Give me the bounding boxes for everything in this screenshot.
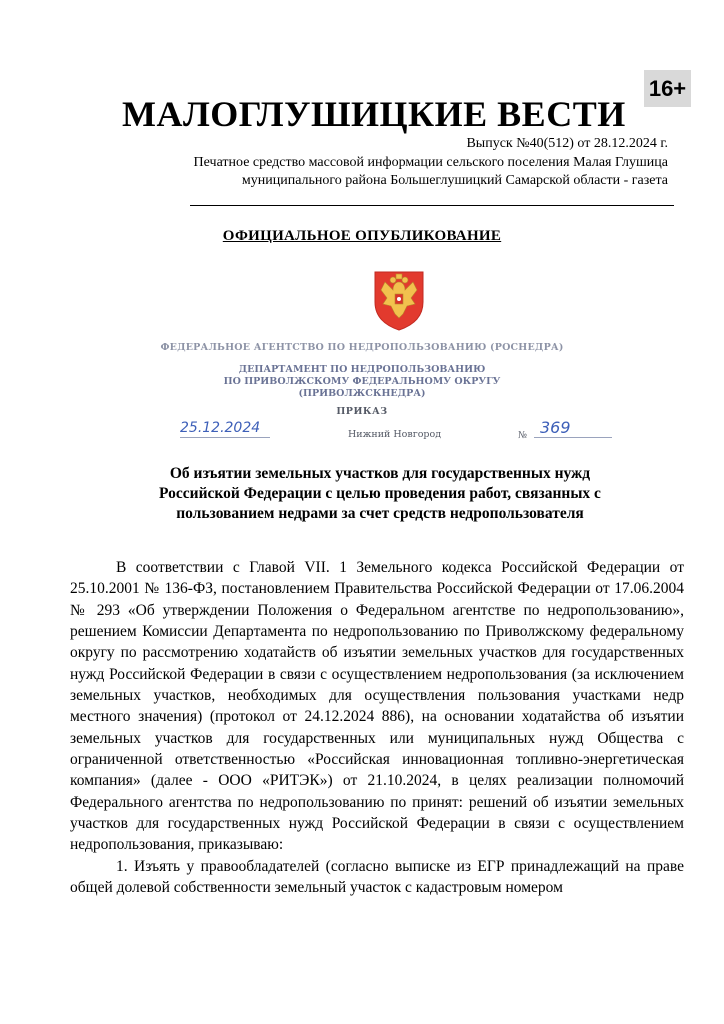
order-date: 25.12.2024 [180,420,270,438]
newspaper-masthead: МАЛОГЛУШИЦКИЕ ВЕСТИ [122,94,626,134]
issue-number: Выпуск №40(512) от 28.12.2024 г. [466,136,668,151]
publisher-line-2: муниципального района Большеглушицкий Самарской области - газета [241,173,668,188]
publisher-info [194,154,668,190]
publisher-line-1: Печатное средство массовой информации сельского поселения Малая Глушица [193,155,668,170]
title-line-1: Об изъятии земельных участков для государственных нужд [169,465,591,482]
order-city: Нижний Новгород [348,429,442,440]
department-line-2: ПО ПРИВОЛЖСКОМУ ФЕДЕРАЛЬНОМУ ОКРУГУ [223,376,501,387]
document-title [80,464,680,524]
document-body [70,557,684,899]
order-number: 369 [534,418,612,438]
coat-of-arms-icon [371,268,427,332]
title-line-3: пользованием недрами за счет средств недропользователя [176,505,584,522]
department-name [0,364,724,400]
department-line-3: (ПРИВОЛЖСКНЕДРА) [298,388,426,399]
age-rating-badge: 16+ [644,70,691,107]
title-line-2: Российской Федерации с целью проведения работ, связанных с [159,485,601,502]
header-divider [190,205,674,206]
number-sign: № [518,430,527,441]
department-line-1: ДЕПАРТАМЕНТ ПО НЕДРОПОЛЬЗОВАНИЮ [238,364,486,375]
preamble-paragraph: В соответствии с Главой VII. 1 Земельного кодекса Российской Федерации от 25.10.2001 № 136-ФЗ, постановлением Правительства Российской Федерации от 17.06.2004 № 293 «Об утверждении Положения о Федеральном агентстве по недропользованию», решением Комиссии Департамента по недропользованию по Приволжскому федеральному округу по рассмотрению ходатайств об изъятии земельных участков для государственных нужд Российской Федерации в связи с осуществлением недропользования (за исключением земельных участков, необходимых для осуществления пользования участками недр местного значения) (протокол от 24.12.2024 886), на основании ходатайства об изъятии земельных участков для государственных или муниципальных нужд Общества с ограниченной ответственностью «Российская инновационная топливно-энергетическая компания» (далее - ООО «РИТЭК») от 21.10.2024, в целях реализации полномочий Федерального агентства по недропользованию по принят: решений об изъятии земельных участков для государственных нужд Российской Федерации в связи с осуществлением недропользования, приказываю: [70,559,684,854]
section-title: ОФИЦИАЛЬНОЕ ОПУБЛИКОВАНИЕ [222,228,502,244]
order-item-1: 1. Изъять у правообладателей (согласно выписке из ЕГР принадлежащий на праве общей долевой собственности земельный участок с кадастровым номером [70,857,684,897]
document-type: ПРИКАЗ [336,406,388,417]
agency-name: ФЕДЕРАЛЬНОЕ АГЕНТСТВО ПО НЕДРОПОЛЬЗОВАНИЮ (РОСНЕДРА) [160,342,564,353]
